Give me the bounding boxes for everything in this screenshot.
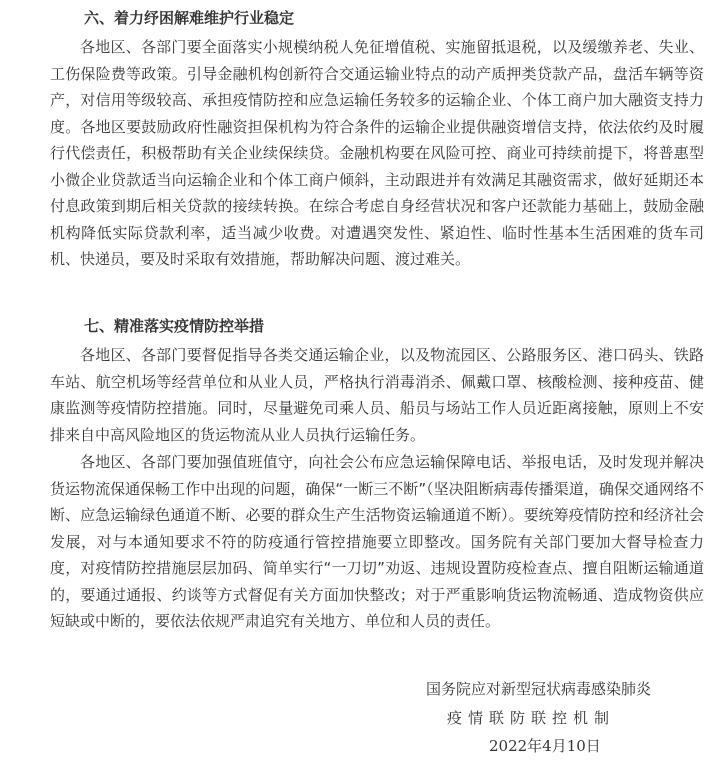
- section-6-paragraph: 各地区、各部门要全面落实小规模纳税人免征增值税、实施留抵退税，以及缓缴养老、失业、工伤保险费等政策。引导金融机构创新符合交通运输业特点的动产质押类贷款产品，盘活车辆等资产，对信用等级较高、承担疫情防控和应急运输任务较多的运输企业、个体工商户加大融资支持力度。各地区要鼓励政府性融资担保机构为符合条件的运输企业提供融资增信支持，依法依约及时履行代偿责任，积极帮助有关企业续保续贷。金融机构要在风险可控、商业可持续前提下，将普惠型小微企业贷款适当向运输企业和个体工商户倾斜，主动跟进并有效满足其融资需求，做好延期还本付息政策到期后相关贷款的接续转换。在综合考虑自身经营状况和客户还款能力基础上，鼓励金融机构降低实际贷款利率，适当减少收费。对遭遇突发性、紧迫性、临时性基本生活困难的货车司机、快递员，要及时采取有效措施，帮助解决问题、渡过难关。: [50, 38, 704, 269]
- signature-org-line-1: 国务院应对新型冠状病毒感染肺炎: [426, 680, 652, 698]
- section-7-paragraph-2: 各地区、各部门要加强值班值守，向社会公布应急运输保障电话、举报电话，及时发现并解决货运物流保通保畅工作中出现的问题，确保“一断三不断”（坚决阻断病毒传播渠道，确保交通网络不断、应急运输绿色通道不断、必要的群众生产生活物资运输通道不断）。要统筹疫情防控和经济社会发展，对与本通知要求不符的防疫通行管控措施要立即整改。国务院有关部门要加大督导检查力度，对疫情防控措施层层加码、简单实行“一刀切”劝返、违规设置防疫检查点、擅自阻断运输通道的，要通过通报、约谈等方式督促有关方面加快整改；对于严重影响货运物流畅通、造成物资供应短缺或中断的，要依法依规严肃追究有关地方、单位和人员的责任。: [50, 453, 704, 631]
- section-heading-7: 七、精准落实疫情防控举措: [84, 317, 265, 335]
- signature-date: 2022年4月10日: [489, 737, 601, 755]
- section-heading-6: 六、着力纾困解难维护行业稳定: [84, 9, 295, 27]
- signature-org-line-2: 疫情联防联控机制: [447, 709, 616, 727]
- section-7-paragraph-1: 各地区、各部门要督促指导各类交通运输企业，以及物流园区、公路服务区、港口码头、铁路车站、航空机场等经营单位和从业人员，严格执行消毒消杀、佩戴口罩、核酸检测、接种疫苗、健康监测等疫情防控措施。同时，尽量避免司乘人员、船员与场站工作人员近距离接触，原则上不安排来自中高风险地区的货运物流从业人员执行运输任务。: [50, 346, 704, 444]
